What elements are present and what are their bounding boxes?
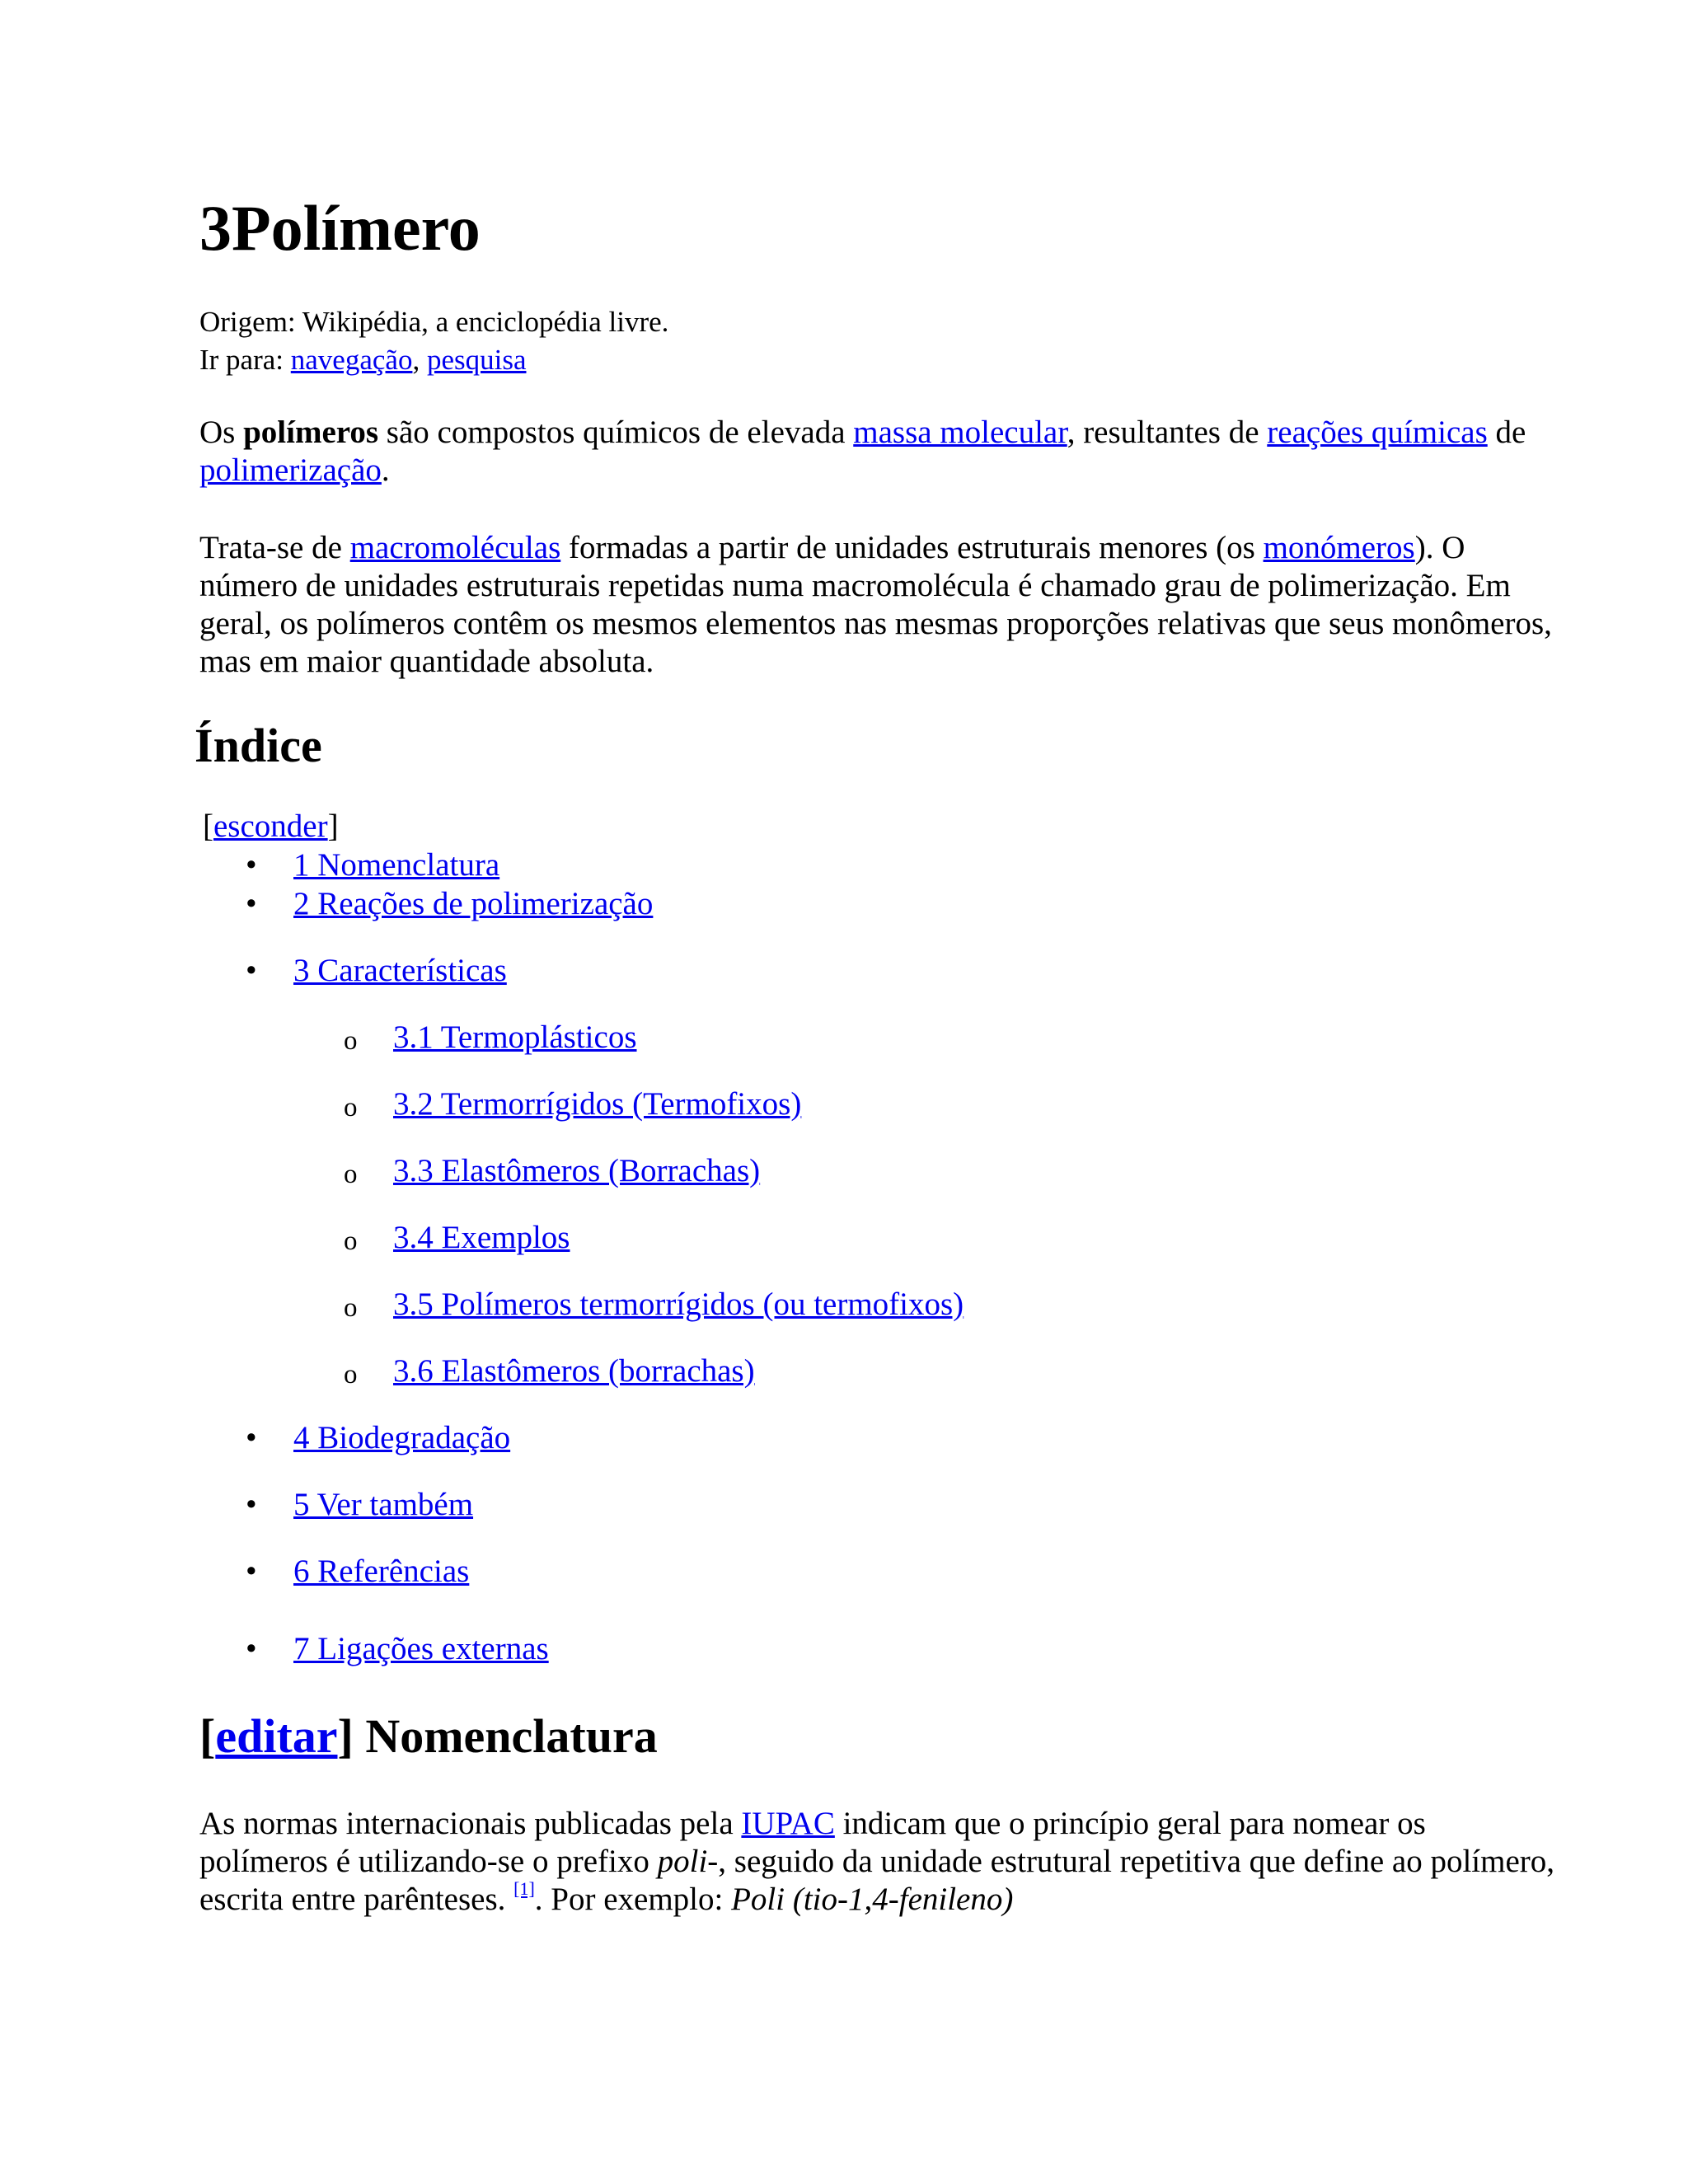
circle-bullet-icon: o [344, 1360, 358, 1390]
bullet-icon: • [246, 953, 257, 988]
bullet-icon: • [246, 1420, 257, 1455]
toc-subitem [344, 1085, 802, 1123]
toc-item [246, 1486, 474, 1524]
bullet-icon: • [246, 1631, 257, 1666]
circle-bullet-icon: o [344, 1160, 358, 1189]
monomeros-link[interactable]: monómeros [1263, 530, 1415, 565]
text: , resultantes de [1067, 415, 1259, 450]
bracket: [ [203, 808, 213, 844]
bracket: [ [199, 1709, 216, 1763]
text: As normas internacionais publicadas pela [199, 1806, 734, 1841]
toc-subitem [344, 1019, 637, 1057]
macromoleculas-link[interactable]: macromoléculas [349, 530, 561, 565]
section-heading-nomenclatura [199, 1709, 658, 1763]
toc-link[interactable]: 5 Ver também [293, 1487, 474, 1522]
italic-term: poli- [657, 1844, 719, 1879]
section-title: Nomenclatura [365, 1709, 658, 1763]
toc-title: Índice [195, 719, 322, 772]
toc-link[interactable]: 3.1 Termoplásticos [393, 1019, 637, 1055]
toc-link[interactable]: 1 Nomenclatura [293, 847, 500, 883]
text: Trata-se de [199, 530, 342, 565]
nomenclatura-paragraph [199, 1805, 1559, 1919]
bullet-icon: • [246, 886, 257, 921]
toc-subitem [344, 1352, 755, 1390]
text: , seguido da unidade estrutural repetitiva que define ao polímero, escrita entre parênteses. [199, 1844, 1555, 1917]
toc-hide-link[interactable]: esconder [213, 808, 328, 844]
text: formadas a partir de unidades estruturais menores (os [569, 530, 1255, 565]
toc-subitem [344, 1286, 964, 1324]
intro-paragraph-1 [199, 414, 1559, 490]
text: ). O número de unidades estruturais repetidas numa macromolécula é chamado grau de polimerização. Em geral, os polímeros contêm os mesmos elementos nas mesmas proporções relativas que seus monômeros, mas em maior quantidade absoluta. [199, 530, 1552, 679]
toc-item [246, 846, 500, 884]
toc-link[interactable]: 3.6 Elastômeros (borrachas) [393, 1353, 755, 1389]
text: indicam que o princípio geral para nomear os polímeros é utilizando-se o prefixo [199, 1806, 1426, 1879]
toc-item [246, 1630, 549, 1668]
iupac-link[interactable]: IUPAC [741, 1806, 835, 1841]
toc-link[interactable]: 3.5 Polímeros termorrígidos (ou termofixos) [393, 1286, 964, 1322]
toc-toggle [203, 808, 339, 846]
toc-link[interactable]: 2 Reações de polimerização [293, 886, 654, 921]
massa-molecular-link[interactable]: massa molecular [853, 415, 1067, 450]
jump-prefix: Ir para: [199, 344, 284, 376]
bracket: ] [337, 1709, 354, 1763]
text: . [381, 452, 390, 488]
toc-link[interactable]: 7 Ligações externas [293, 1631, 549, 1666]
toc-subitem [344, 1152, 761, 1190]
toc-item [246, 952, 507, 990]
intro-paragraph-2 [199, 529, 1559, 681]
text: são compostos químicos de elevada [386, 415, 846, 450]
reference-link[interactable]: [1] [513, 1878, 535, 1899]
jump-links [199, 341, 668, 379]
bold-term: polímeros [243, 415, 379, 450]
text: Os [199, 415, 236, 450]
circle-bullet-icon: o [344, 1293, 358, 1323]
circle-bullet-icon: o [344, 1093, 358, 1122]
bracket: ] [327, 808, 339, 844]
circle-bullet-icon: o [344, 1226, 358, 1256]
article-origin [199, 303, 668, 379]
toc-item [246, 1553, 470, 1591]
toc-link[interactable]: 3 Características [293, 953, 507, 988]
bullet-icon: • [246, 847, 257, 883]
bullet-icon: • [246, 1487, 257, 1522]
toc-link[interactable]: 3.4 Exemplos [393, 1220, 570, 1255]
jump-separator: , [412, 344, 420, 376]
reacoes-quimicas-link[interactable]: reações químicas [1267, 415, 1488, 450]
bullet-icon: • [246, 1554, 257, 1589]
italic-example: Poli (tio-1,4-fenileno) [731, 1882, 1014, 1917]
circle-bullet-icon: o [344, 1026, 358, 1056]
jump-navigation-link[interactable]: navegação [290, 344, 413, 376]
origin-line: Origem: Wikipédia, a enciclopédia livre. [199, 306, 669, 338]
toc-link[interactable]: 3.2 Termorrígidos (Termofixos) [393, 1086, 802, 1122]
page-title: 3Polímero [199, 192, 481, 264]
toc-link[interactable]: 4 Biodegradação [293, 1420, 511, 1455]
toc-link[interactable]: 3.3 Elastômeros (Borrachas) [393, 1153, 761, 1188]
text: de [1495, 415, 1526, 450]
toc-link[interactable]: 6 Referências [293, 1554, 470, 1589]
toc-subitem [344, 1219, 570, 1257]
toc-item [246, 885, 654, 923]
text: . Por exemplo: [534, 1882, 724, 1917]
polimerizacao-link[interactable]: polimerização [199, 452, 382, 488]
jump-search-link[interactable]: pesquisa [426, 344, 527, 376]
edit-link[interactable]: editar [215, 1709, 338, 1763]
toc-item [246, 1419, 511, 1457]
